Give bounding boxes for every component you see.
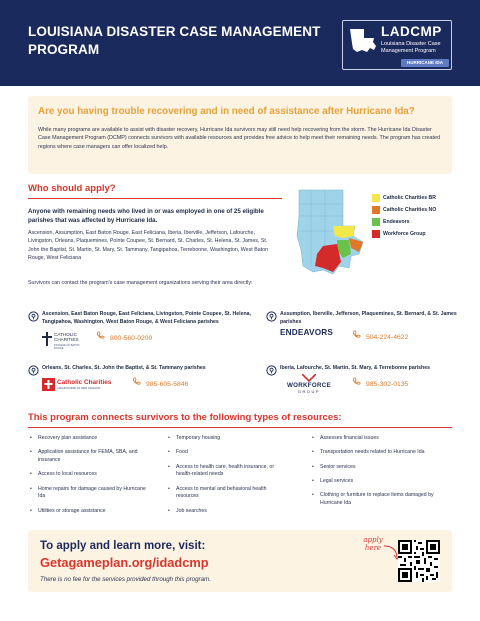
org-logo-text: Catholic Charities bbox=[57, 379, 112, 386]
who-heading: Who should apply? bbox=[28, 183, 116, 194]
phone-number bbox=[352, 330, 408, 341]
legend-label: Catholic Charities BR bbox=[383, 195, 437, 201]
eligible-parishes: Ascension, Assumption, East Baton Rouge, East Feliciana, Iberia, Iberville, Jefferson, Lafourche, Livingston, Orleans, Plaquemines, Pointe Coupee, St. Bernard, St. Charles, St. Helena, St. James, St. John the Baptist, St. Martin, St. Mary, St. Tammany, Tangipahoa, Terrebonne, Washington, West Baton Rouge, West Feliciana bbox=[28, 230, 269, 262]
resource-item: • Job searches bbox=[168, 508, 288, 516]
endeavors-logo bbox=[280, 328, 340, 340]
org-logo-subtext: GROUP bbox=[297, 389, 321, 394]
apply-link[interactable]: Getagameplan.org/idadcmp bbox=[40, 555, 209, 570]
ladcmp-logo bbox=[342, 20, 452, 70]
logo-name: LADCMP bbox=[381, 24, 442, 39]
catholic-charities-br-logo bbox=[42, 330, 86, 352]
resource-item: • Access to mental and behavioral health resources bbox=[168, 486, 288, 502]
phone-number bbox=[132, 377, 188, 388]
org-service-area: Assumption, Iberville, Jefferson, Plaquemines, St. Bernard, & St. James parishes bbox=[280, 311, 457, 325]
resource-item: • Application assistance for FEMA, SBA, and insurance bbox=[30, 449, 150, 465]
org-service-area: Iberia, Lafourche, St. Martin, St. Mary, & Terrebonne parishes bbox=[280, 365, 430, 371]
heart-cross-icon bbox=[42, 378, 55, 391]
workforce-group-logo bbox=[278, 374, 340, 398]
qr-code[interactable] bbox=[398, 540, 440, 582]
phone-number-text: 800-560-0200 bbox=[110, 335, 153, 342]
phone-icon bbox=[352, 330, 361, 339]
resource-item: • Utilities or storage assistance bbox=[30, 508, 150, 516]
page-header bbox=[0, 0, 480, 86]
no-fee-note: There is no fee for the services provided through this program. bbox=[40, 576, 211, 583]
phone-icon bbox=[352, 377, 361, 386]
resource-item: • Senior services bbox=[312, 464, 452, 472]
phone-number bbox=[96, 331, 152, 342]
legend-item bbox=[372, 193, 462, 203]
phone-number-text: 985-605-5846 bbox=[146, 381, 189, 388]
resource-item: • Transportation needs related to Hurricane Ida bbox=[312, 449, 452, 457]
org-logo-subtext: DIOCESE OF BATON ROUGE bbox=[54, 344, 80, 350]
legend-item bbox=[372, 205, 462, 215]
location-pin-icon bbox=[28, 311, 39, 322]
legend-swatch bbox=[372, 218, 380, 226]
legend-label: Endeavors bbox=[383, 219, 410, 225]
resource-item: • Food bbox=[168, 449, 288, 457]
who-lead: Anyone with remaining needs who lived in or was employed in one of 25 eligible parishes that was affected by Hurricane Ida. bbox=[28, 208, 264, 224]
resources-heading: This program connects survivors to the following types of resources: bbox=[28, 412, 342, 423]
resources-divider bbox=[28, 427, 452, 428]
resources-column-3 bbox=[312, 435, 452, 514]
legend-label: Workforce Group bbox=[383, 231, 426, 237]
org-logo-text: ENDEAVORS bbox=[280, 328, 334, 337]
resource-item: • Legal services bbox=[312, 478, 452, 486]
logo-subtitle: Louisiana Disaster Case Management Program bbox=[381, 41, 441, 54]
intro-body: While many programs are available to assist with disaster recovery, Hurricane Ida survivors may still need help recovering from the storm. The Hurricane Ida Disaster Case Management Program (DCMP) connects survivors with available resources and provides free advice to help meet their remaining needs. The program has created regions where case managers can offer localized help. bbox=[38, 127, 440, 150]
cta-title: To apply and learn more, visit: bbox=[40, 540, 206, 552]
resources-column-1 bbox=[30, 435, 150, 522]
logo-tag: HURRICANE IDA bbox=[401, 59, 449, 67]
who-divider bbox=[28, 198, 282, 199]
map-legend bbox=[372, 193, 462, 241]
resource-item: • Temporary housing bbox=[168, 435, 288, 443]
org-service-area: Ascension, East Baton Rouge, East Feliciana, Livingston, Pointe Coupee, St. Helena, Tangipahoa, Washington, West Baton Rouge, & West Feliciana parishes bbox=[42, 311, 251, 325]
cross-icon bbox=[42, 332, 52, 346]
legend-label: Catholic Charities NO bbox=[383, 207, 437, 213]
phone-icon bbox=[96, 331, 105, 340]
org-logo-text: CATHOLIC CHARITIES bbox=[54, 332, 79, 343]
catholic-charities-no-logo bbox=[42, 376, 122, 396]
apply-here-label: apply here bbox=[363, 536, 383, 552]
resource-item: • Home repairs for damage caused by Hurricane Ida bbox=[30, 486, 150, 502]
org-service-area: Orleans, St. Charles, St. John the Baptist, & St. Tammany parishes bbox=[42, 365, 206, 371]
phone-number bbox=[352, 377, 408, 388]
intro-box bbox=[28, 96, 452, 174]
location-pin-icon bbox=[266, 311, 277, 322]
legend-swatch bbox=[372, 206, 380, 214]
resource-item: • Assesses financial issues bbox=[312, 435, 452, 443]
org-logo-text: WORKFORCE bbox=[287, 382, 331, 389]
contact-intro: Survivors can contact the program's case management organizations serving their area directly: bbox=[28, 280, 253, 286]
legend-swatch bbox=[372, 230, 380, 238]
chevron-mark-icon bbox=[302, 374, 316, 382]
legend-item bbox=[372, 229, 462, 239]
page-title: LOUISIANA DISASTER CASE MANAGEMENT PROGRAM bbox=[28, 24, 321, 57]
resource-item: • Access to local resources bbox=[30, 471, 150, 479]
intro-title: Are you having trouble recovering and in need of assistance after Hurricane Ida? bbox=[38, 106, 415, 117]
legend-item bbox=[372, 217, 462, 227]
resource-item: • Recovery plan assistance bbox=[30, 435, 150, 443]
louisiana-region-map bbox=[293, 186, 381, 290]
legend-swatch bbox=[372, 194, 380, 202]
phone-number-text: 985-302-0135 bbox=[366, 381, 409, 388]
louisiana-state-icon bbox=[348, 26, 378, 56]
location-pin-icon bbox=[28, 365, 39, 376]
call-to-action-box bbox=[28, 530, 452, 592]
resource-item: • Clothing or furniture to replace items damaged by Hurricane Ida bbox=[312, 492, 452, 508]
org-logo-subtext: ARCHDIOCESE OF NEW ORLEANS bbox=[57, 387, 101, 390]
phone-icon bbox=[132, 377, 141, 386]
resources-column-2 bbox=[168, 435, 288, 522]
location-pin-icon bbox=[266, 365, 277, 376]
resource-item: • Access to health care, health insurance, or health-related needs bbox=[168, 464, 288, 480]
phone-number-text: 504-224-4622 bbox=[366, 334, 409, 341]
